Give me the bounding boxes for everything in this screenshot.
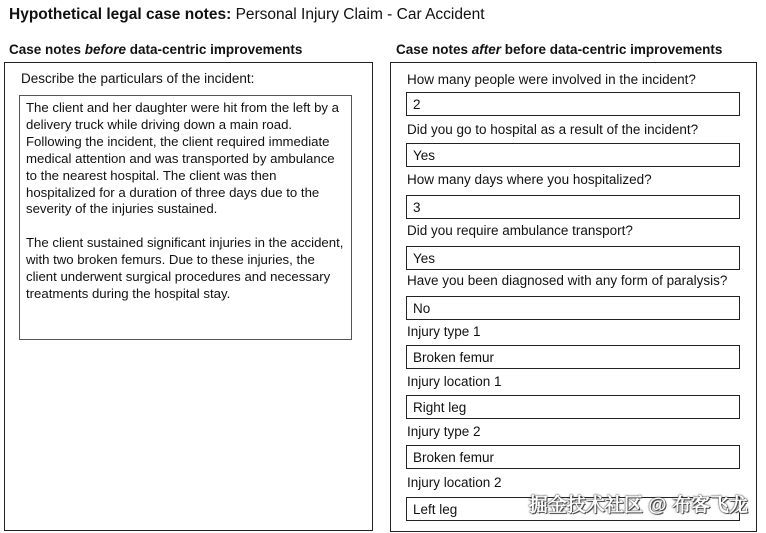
after-heading-prefix: Case notes: [396, 42, 472, 57]
field-answer-input[interactable]: Broken femur: [406, 445, 740, 469]
before-heading-prefix: Case notes: [9, 42, 85, 57]
notes-paragraph: The client sustained significant injuries in the accident, with two broken femurs. Due to these injuries, the client underwent surgical procedures and necessary treatments during the hospital stay.: [26, 235, 344, 301]
after-heading-suffix: before data-centric improvements: [501, 42, 723, 57]
before-heading: [9, 42, 302, 57]
field-question: Injury type 1: [407, 324, 481, 339]
field-answer-input[interactable]: No: [406, 296, 740, 320]
field-question: Injury location 2: [407, 475, 502, 490]
field-question: Did you go to hospital as a result of the incident?: [407, 122, 699, 137]
before-heading-em: before: [84, 42, 127, 57]
field-answer-input[interactable]: 2: [406, 92, 740, 116]
field-answer-input[interactable]: Yes: [406, 246, 740, 270]
incident-notes-textarea[interactable]: [19, 95, 352, 340]
after-heading-em: after: [471, 42, 502, 57]
after-panel: [390, 62, 757, 532]
field-question: Injury location 1: [407, 374, 502, 389]
field-question: Injury type 2: [407, 424, 481, 439]
notes-paragraph: The client and her daughter were hit from the left by a delivery truck while driving down a main road. Following the incident, the client required immediate medical attention and was transported by ambulance to the nearest hospital. The client was then hospitalized for a duration of three days due to the severity of the injuries sustained.: [26, 100, 340, 217]
field-question: How many days where you hospitalized?: [407, 172, 652, 187]
before-heading-suffix: data-centric improvements: [126, 42, 303, 57]
page-title: [9, 6, 485, 24]
field-answer-input[interactable]: Left leg: [406, 497, 740, 521]
field-question: Did you require ambulance transport?: [407, 223, 633, 238]
field-answer-input[interactable]: 3: [406, 195, 740, 219]
watermark: 掘金技术社区 @ 布客飞龙: [528, 495, 748, 516]
field-question: Have you been diagnosed with any form of paralysis?: [407, 273, 728, 288]
field-answer-input[interactable]: Right leg: [406, 395, 740, 419]
field-answer-input[interactable]: Broken femur: [406, 345, 740, 369]
field-answer-input[interactable]: Yes: [406, 143, 740, 167]
incident-prompt: Describe the particulars of the incident:: [21, 71, 255, 86]
title-bold: Hypothetical legal case notes:: [9, 6, 232, 23]
before-panel: [4, 62, 373, 531]
after-heading: [396, 42, 722, 57]
field-question: How many people were involved in the incident?: [407, 72, 696, 87]
title-rest: Personal Injury Claim - Car Accident: [235, 6, 485, 23]
